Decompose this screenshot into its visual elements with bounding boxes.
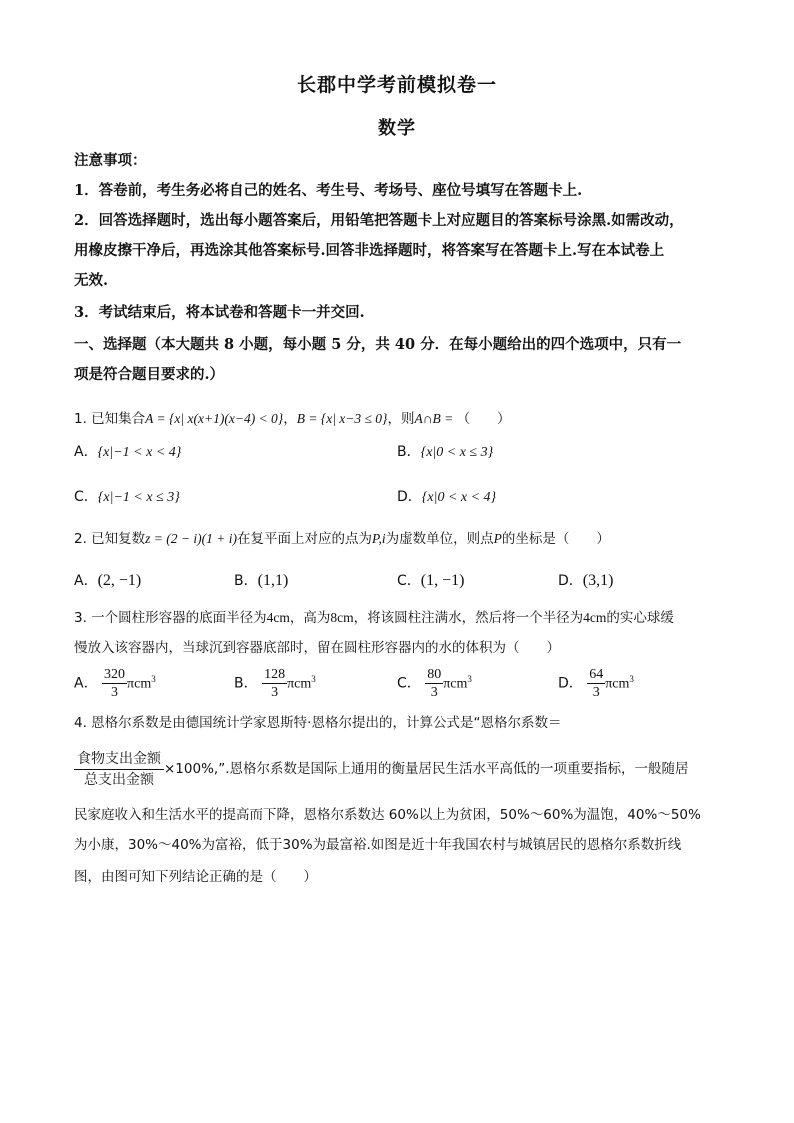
note-2-line-3: 无效. [74, 272, 109, 289]
q2-pi: P,i [372, 531, 386, 546]
q3-option-b-fraction: $\frac{128}{3}$ [264, 667, 286, 700]
q1-expr: A∩B = [414, 411, 457, 426]
q3-option-d[interactable]: D． $\frac{64}{3}$ πcm$^3$ [558, 667, 634, 700]
q2-suffix: 的坐标是（ ） [501, 531, 610, 547]
question-4-stem-line-2 [74, 748, 724, 790]
notes-heading: 注意事项： [74, 152, 147, 169]
q2-option-c[interactable] [397, 570, 464, 592]
q2-option-d-text: (3,1) [582, 572, 614, 589]
engel-formula-fraction [74, 749, 164, 790]
q3-option-b[interactable]: B． $\frac{128}{3}$ πcm$^3$ [234, 667, 316, 700]
q1-set-b: B = {x| x−3 ≤ 0} [296, 411, 388, 426]
q1-option-a-label: A． [74, 444, 98, 460]
q3-height: 8cm [330, 610, 354, 625]
engel-formula-denominator: 总支出金额 [84, 771, 154, 788]
note-1-number: 1． [74, 182, 99, 199]
q2-prefix: 2. 已知复数 [74, 531, 146, 547]
question-3-stem-line-2: 慢放入该容器内，当球沉到容器底部时，留在圆柱形容器内的水的体积为（ ） [74, 640, 560, 656]
q3-option-b-label: B． [234, 675, 258, 692]
note-3-number: 3． [74, 304, 99, 321]
question-1-stem [74, 408, 724, 430]
q3-option-d-label: D． [558, 675, 583, 692]
q3-option-c-fraction: $\frac{80}{3}$ [427, 667, 442, 700]
note-2-text-a: 回答选择题时，选出每小题答案后，用铅笔把答题卡上对应题目的答案标号涂黑.如需改动， [98, 212, 684, 229]
q2-option-b[interactable] [234, 570, 288, 592]
question-2-stem [74, 528, 724, 550]
q3-option-d-fraction: $\frac{64}{3}$ [589, 667, 604, 700]
q1-option-d-text: {x|0 < x < 4} [421, 490, 497, 505]
q4-line-2-rest: ×100%,”.恩格尔系数是国际上通用的衡量居民生活水平高低的一项重要指标，一般随居 [164, 761, 689, 777]
q3-radius-2: 4cm [583, 610, 607, 625]
note-1-text: 答卷前，考生务必将自己的姓名、考生号、考场号、座位号填写在答题卡上. [98, 182, 583, 199]
q2-option-a-text: (2, −1) [97, 572, 142, 589]
q3-option-c[interactable]: C． $\frac{80}{3}$ πcm$^3$ [397, 667, 472, 700]
q1-option-d-label: D． [397, 489, 422, 505]
engel-formula-numerator: 食物支出金额 [74, 749, 164, 770]
note-1 [74, 180, 724, 202]
q2-mid: 在复平面上对应的点为 [237, 531, 372, 547]
q3-text-d: 的实心球缓 [606, 610, 674, 626]
q2-expr: z = (2 − i)(1 + i) [145, 531, 237, 546]
q1-option-a[interactable] [74, 441, 181, 464]
q3-option-a-fraction: $\frac{320}{3}$ [104, 667, 126, 700]
q1-option-b-label: B． [397, 444, 421, 460]
q2-option-b-text: (1,1) [257, 572, 289, 589]
question-3-stem-line-1 [74, 607, 724, 629]
q1-suffix: （ ） [456, 411, 511, 427]
note-2-line-2: 用橡皮擦干净后，再选涂其他答案标号.回答非选择题时，将答案写在答题卡上.写在本试卷上 [74, 242, 665, 259]
note-3 [74, 302, 724, 324]
section-1-heading-line-2: 项是符合题目要求的.） [74, 366, 225, 383]
q2-mid2: 为虚数单位，则点 [385, 531, 494, 547]
q2-option-d[interactable] [558, 570, 613, 592]
q1-option-c[interactable] [74, 486, 180, 509]
q3-radius-1: 4cm [266, 610, 290, 625]
question-4-stem-line-3: 民家庭收入和生活水平的提高而下降，恩格尔系数达 60%以上为贫困，50%～60%为温饱，40%～50% [74, 807, 701, 823]
q1-option-c-label: C． [74, 489, 98, 505]
note-2-number: 2． [74, 212, 99, 229]
q1-mid: ，则 [387, 411, 415, 427]
q2-option-b-label: B． [234, 573, 258, 589]
q1-option-d[interactable] [397, 486, 496, 509]
q1-option-b[interactable] [397, 441, 493, 464]
q1-option-b-text: {x|0 < x ≤ 3} [420, 445, 494, 460]
subject-title: 数学 [378, 118, 416, 139]
q3-option-a-label: A． [74, 675, 98, 692]
q3-text-c: ，将该圆柱注满水，然后将一个半径为 [353, 610, 584, 626]
q1-prefix: 1. 已知集合 [74, 411, 146, 427]
q3-text-b: ，高为 [289, 610, 331, 626]
q2-option-c-text: (1, −1) [420, 572, 465, 589]
q3-option-a[interactable]: A． $\frac{320}{3}$ πcm$^3$ [74, 667, 156, 700]
q2-option-a[interactable] [74, 570, 141, 592]
q3-text-a: 3. 一个圆柱形容器的底面半径为 [74, 610, 267, 626]
q1-sep: ， [283, 411, 297, 427]
q1-set-a: A = {x| x(x+1)(x−4) < 0} [145, 411, 284, 426]
q1-option-c-text: {x|−1 < x ≤ 3} [97, 490, 180, 505]
q3-option-c-label: C． [397, 675, 421, 692]
exam-title: 长郡中学考前模拟卷一 [296, 74, 497, 96]
q1-option-a-text: {x|−1 < x < 4} [97, 445, 182, 460]
question-4-stem-line-4: 为小康，30%～40%为富裕，低于30%为最富裕.如图是近十年我国农村与城镇居民的恩格尔系数折线 [74, 837, 682, 853]
q2-option-d-label: D． [558, 573, 583, 589]
note-3-text: 考试结束后，将本试卷和答题卡一并交回. [98, 304, 365, 321]
q2-option-c-label: C． [397, 573, 421, 589]
note-2-line-1 [74, 210, 724, 232]
q2-p: P [493, 531, 502, 546]
q2-option-a-label: A． [74, 573, 98, 589]
section-1-heading-line-1: 一、选择题（本大题共 8 小题，每小题 5 分，共 40 分．在每小题给出的四个选项中，只有一 [74, 336, 682, 353]
question-4-stem-line-5: 图，由图可知下列结论正确的是（ ） [74, 869, 317, 885]
question-4-stem-line-1: 4. 恩格尔系数是由德国统计学家恩斯特·恩格尔提出的，计算公式是“恩格尔系数＝ [74, 715, 562, 731]
